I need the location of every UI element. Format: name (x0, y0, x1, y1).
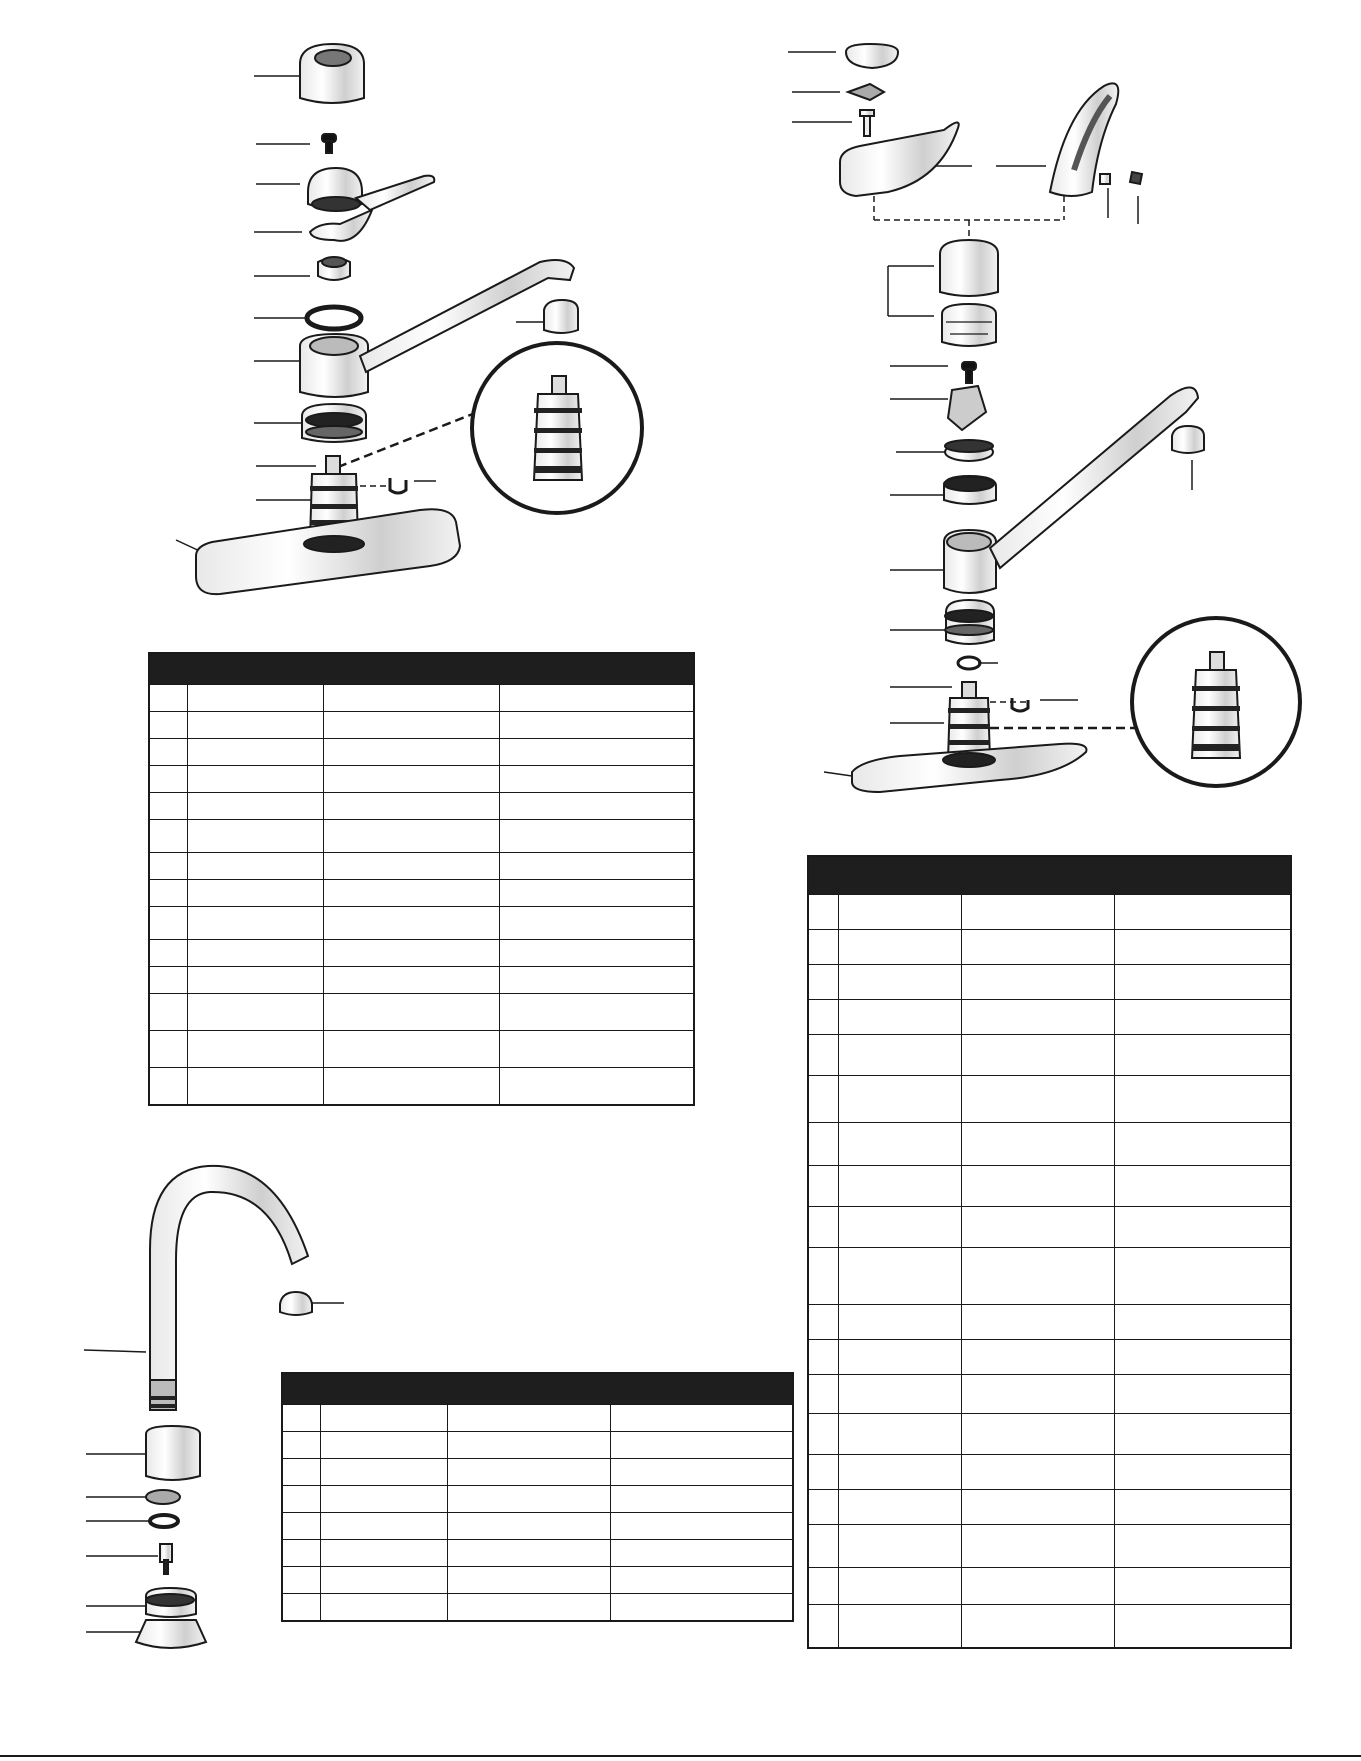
table-row (149, 1031, 694, 1068)
table-row (808, 1524, 1291, 1567)
table-cell (187, 685, 323, 712)
table-row (282, 1567, 793, 1594)
parts-table-3 (807, 855, 1292, 1649)
table-cell (149, 793, 187, 820)
table-cell (961, 1075, 1114, 1122)
table-row (808, 1034, 1291, 1075)
table-cell (808, 999, 838, 1034)
table-cell (961, 1165, 1114, 1206)
table-cell (610, 1567, 793, 1594)
table-cell (838, 1206, 961, 1247)
table-row (282, 1513, 793, 1540)
table-cell (808, 1206, 838, 1247)
table-cell (447, 1567, 610, 1594)
table-cell (187, 766, 323, 793)
table-cell (149, 739, 187, 766)
footer-rule (0, 1755, 1361, 1757)
table-cell (610, 1405, 793, 1432)
table-cell (808, 929, 838, 964)
table-cell (499, 1068, 694, 1106)
table-row (808, 929, 1291, 964)
table-cell (1114, 1247, 1291, 1304)
table-cell (282, 1567, 320, 1594)
table-cell (1114, 1165, 1291, 1206)
table-cell (149, 1031, 187, 1068)
table-cell (961, 999, 1114, 1034)
table-row (808, 1339, 1291, 1374)
table-cell (499, 1031, 694, 1068)
table-cell (499, 907, 694, 940)
table-cell (610, 1513, 793, 1540)
table-cell (499, 766, 694, 793)
table-cell (320, 1567, 447, 1594)
table-cell (808, 1165, 838, 1206)
table-cell (282, 1459, 320, 1486)
table-row (808, 1374, 1291, 1413)
table-cell (838, 894, 961, 929)
gooseneck-spout-c (150, 1166, 308, 1388)
table-cell (838, 1034, 961, 1075)
table-cell (961, 1567, 1114, 1604)
table-cell (447, 1405, 610, 1432)
table-cell (187, 967, 323, 994)
table-cell (323, 766, 499, 793)
table-cell (320, 1513, 447, 1540)
table-cell (323, 940, 499, 967)
table-row (808, 1567, 1291, 1604)
table-cell (149, 820, 187, 853)
table-cell (961, 1413, 1114, 1454)
table-cell (499, 940, 694, 967)
table-row (149, 739, 694, 766)
table-cell (323, 1031, 499, 1068)
table-cell (499, 853, 694, 880)
table-header-row (282, 1373, 793, 1405)
table-cell (187, 853, 323, 880)
table-cell (808, 1247, 838, 1304)
table-cell (961, 1122, 1114, 1165)
table-row (149, 853, 694, 880)
table-cell (149, 712, 187, 739)
table-cell (610, 1432, 793, 1459)
table-row (808, 1604, 1291, 1648)
table-cell (808, 1034, 838, 1075)
table-cell (838, 1122, 961, 1165)
table-cell (187, 940, 323, 967)
table-cell (323, 994, 499, 1031)
table-cell (838, 929, 961, 964)
table-cell (1114, 1122, 1291, 1165)
table-cell (499, 820, 694, 853)
table-cell (149, 853, 187, 880)
table-cell (499, 793, 694, 820)
table-cell (610, 1486, 793, 1513)
table-row (808, 894, 1291, 929)
table-cell (838, 1454, 961, 1489)
table-cell (610, 1459, 793, 1486)
table-cell (149, 994, 187, 1031)
table-cell (838, 1374, 961, 1413)
table-cell (323, 739, 499, 766)
table-row (808, 1206, 1291, 1247)
table-row (808, 964, 1291, 999)
table-cell (838, 964, 961, 999)
table-cell (187, 1068, 323, 1106)
table-cell (320, 1486, 447, 1513)
table-cell (187, 712, 323, 739)
table-cell (808, 1304, 838, 1339)
table-cell (1114, 964, 1291, 999)
table-row (282, 1594, 793, 1622)
table-cell (1114, 1454, 1291, 1489)
table-cell (838, 1567, 961, 1604)
table-cell (323, 1068, 499, 1106)
table-row (149, 685, 694, 712)
table-cell (447, 1459, 610, 1486)
table-cell (961, 1339, 1114, 1374)
table-cell (1114, 1489, 1291, 1524)
table-row (149, 766, 694, 793)
table-cell (320, 1459, 447, 1486)
table-cell (961, 1206, 1114, 1247)
table-cell (187, 793, 323, 820)
table-row (282, 1459, 793, 1486)
table-cell (808, 1524, 838, 1567)
table-row (808, 999, 1291, 1034)
table-cell (838, 1413, 961, 1454)
table-cell (1114, 1075, 1291, 1122)
table-row (282, 1432, 793, 1459)
table-row (149, 967, 694, 994)
table-cell (1114, 1604, 1291, 1648)
table-row (149, 712, 694, 739)
table-row (808, 1304, 1291, 1339)
table-cell (499, 712, 694, 739)
table-cell (961, 1524, 1114, 1567)
table-cell (1114, 999, 1291, 1034)
table-cell (149, 1068, 187, 1106)
table-cell (961, 894, 1114, 929)
table-cell (149, 907, 187, 940)
table-cell (323, 712, 499, 739)
table-cell (1114, 1413, 1291, 1454)
table-cell (447, 1432, 610, 1459)
table-cell (1114, 929, 1291, 964)
table-cell (838, 1524, 961, 1567)
table-cell (808, 1339, 838, 1374)
table-cell (149, 967, 187, 994)
table-cell (187, 994, 323, 1031)
table-cell (323, 685, 499, 712)
table-cell (961, 1304, 1114, 1339)
table-row (149, 940, 694, 967)
table-row (149, 994, 694, 1031)
table-cell (323, 907, 499, 940)
table-cell (320, 1594, 447, 1622)
table-cell (499, 685, 694, 712)
table-cell (499, 880, 694, 907)
table-cell (838, 1604, 961, 1648)
table-cell (961, 1604, 1114, 1648)
table-cell (961, 1247, 1114, 1304)
table-cell (447, 1486, 610, 1513)
table-cell (149, 940, 187, 967)
table-cell (838, 999, 961, 1034)
table-cell (808, 1604, 838, 1648)
lever-handle-b (840, 122, 959, 196)
table-cell (961, 1489, 1114, 1524)
table-row (808, 1122, 1291, 1165)
table-cell (961, 929, 1114, 964)
table-cell (808, 964, 838, 999)
table-body-2 (282, 1405, 793, 1622)
table-row (282, 1486, 793, 1513)
table-cell (282, 1540, 320, 1567)
table-body-1 (149, 685, 694, 1106)
table-cell (149, 766, 187, 793)
table-row (149, 907, 694, 940)
table-cell (499, 967, 694, 994)
table-header-row (808, 856, 1291, 894)
parts-table-1 (148, 652, 695, 1106)
table-cell (447, 1513, 610, 1540)
table-cell (838, 1339, 961, 1374)
table-cell (808, 1122, 838, 1165)
table-cell (808, 1567, 838, 1604)
table-cell (961, 1374, 1114, 1413)
faucet-diagram-b (788, 44, 1300, 792)
table-cell (187, 907, 323, 940)
table-cell (838, 1304, 961, 1339)
table-row (808, 1413, 1291, 1454)
table-cell (187, 1031, 323, 1068)
table-cell (320, 1405, 447, 1432)
table-cell (323, 967, 499, 994)
table-row (282, 1540, 793, 1567)
table-cell (1114, 1304, 1291, 1339)
table-row (149, 1068, 694, 1106)
table-cell (808, 1374, 838, 1413)
table-cell (282, 1513, 320, 1540)
table-row (808, 1454, 1291, 1489)
table-cell (1114, 1524, 1291, 1567)
table-cell (838, 1489, 961, 1524)
table-row (149, 793, 694, 820)
table-cell (610, 1594, 793, 1622)
table-cell (808, 894, 838, 929)
table-cell (149, 880, 187, 907)
table-cell (447, 1594, 610, 1622)
faucet-diagram-a (176, 44, 642, 594)
table-cell (808, 1454, 838, 1489)
table-cell (149, 685, 187, 712)
table-cell (499, 994, 694, 1031)
table-cell (961, 964, 1114, 999)
table-row (149, 820, 694, 853)
table-header-row (149, 653, 694, 685)
table-cell (282, 1486, 320, 1513)
table-cell (282, 1432, 320, 1459)
table-cell (282, 1594, 320, 1622)
table-cell (838, 1247, 961, 1304)
table-cell (610, 1540, 793, 1567)
table-cell (1114, 1567, 1291, 1604)
table-cell (447, 1540, 610, 1567)
table-row (808, 1247, 1291, 1304)
table-row (149, 880, 694, 907)
table-cell (323, 793, 499, 820)
table-cell (323, 880, 499, 907)
table-cell (187, 820, 323, 853)
table-cell (808, 1075, 838, 1122)
table-cell (808, 1489, 838, 1524)
table-row (808, 1075, 1291, 1122)
table-cell (1114, 894, 1291, 929)
table-cell (499, 739, 694, 766)
table-cell (323, 820, 499, 853)
table-cell (1114, 1034, 1291, 1075)
table-cell (961, 1034, 1114, 1075)
table-cell (320, 1540, 447, 1567)
table-row (808, 1165, 1291, 1206)
table-cell (320, 1432, 447, 1459)
table-cell (838, 1075, 961, 1122)
parts-table-2 (281, 1372, 794, 1622)
table-body-3 (808, 894, 1291, 1648)
table-cell (323, 853, 499, 880)
table-cell (961, 1454, 1114, 1489)
table-cell (187, 880, 323, 907)
table-row (282, 1405, 793, 1432)
table-cell (808, 1413, 838, 1454)
table-cell (1114, 1206, 1291, 1247)
table-row (808, 1489, 1291, 1524)
table-cell (1114, 1374, 1291, 1413)
table-cell (1114, 1339, 1291, 1374)
table-cell (187, 739, 323, 766)
table-cell (838, 1165, 961, 1206)
table-cell (282, 1405, 320, 1432)
